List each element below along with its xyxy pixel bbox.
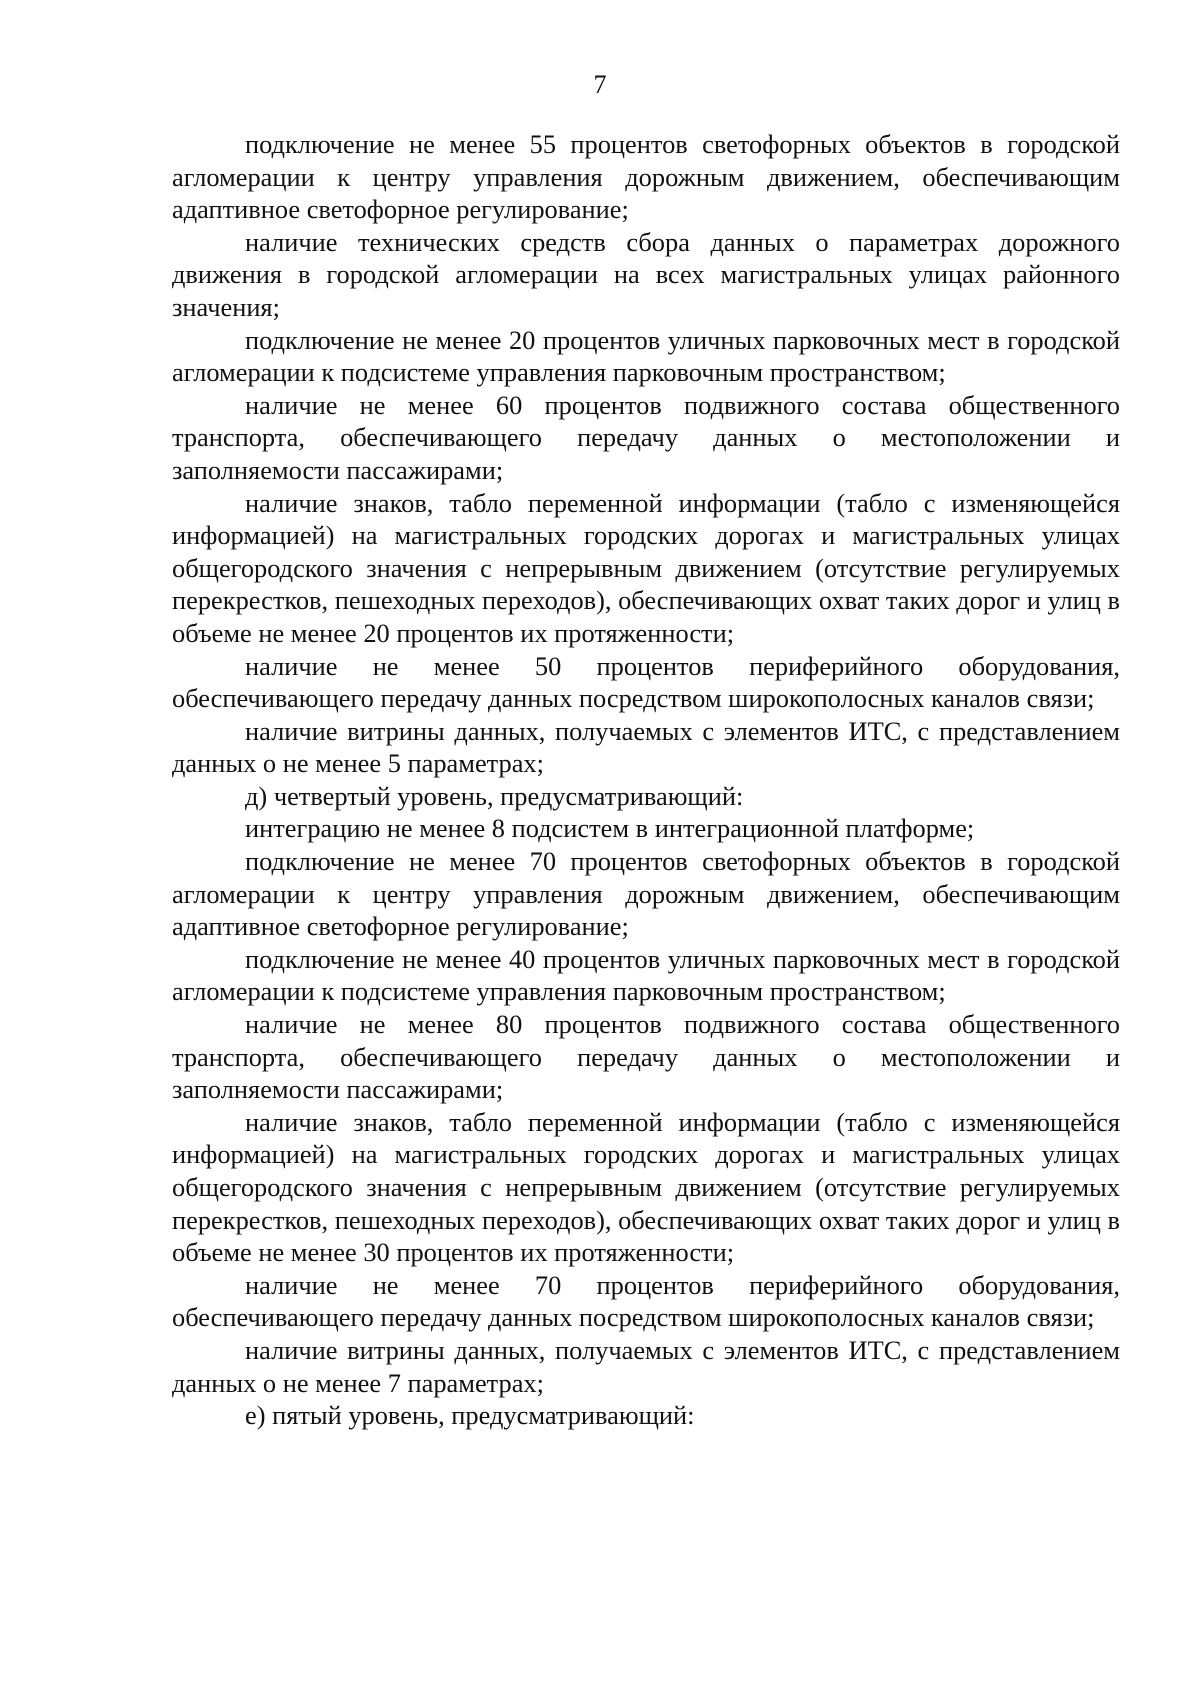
paragraph: наличие знаков, табло переменной информации (табло с изменяющейся информацией) на магистральных городских дорогах и магистральных улицах общегородского значения с непрерывным движением (отсутствие регулируемых перекрестков, пешеходных переходов), обеспечивающих охват таких дорог и улиц в объеме не менее 30 процентов их протяженности; [172,1106,1120,1268]
paragraph: наличие не менее 70 процентов периферийного оборудования, обеспечивающего передачу данных посредством широкополосных каналов связи; [172,1269,1120,1333]
document-body [172,128,1120,1432]
paragraph: интеграцию не менее 8 подсистем в интеграционной платформе; [245,813,975,844]
paragraph: наличие не менее 60 процентов подвижного состава общественного транспорта, обеспечивающего передачу данных о местоположении и заполняемости пассажирами; [172,389,1120,485]
paragraph: подключение не менее 70 процентов светофорных объектов в городской агломерации к центру управления дорожным движением, обеспечивающим адаптивное светофорное регулирование; [172,846,1120,942]
page-number: 7 [593,70,607,99]
paragraph: подключение не менее 55 процентов светофорных объектов в городской агломерации к центру управления дорожным движением, обеспечивающим адаптивное светофорное регулирование; [172,129,1120,225]
list-item-heading: д) четвертый уровень, предусматривающий: [245,780,744,811]
paragraph: наличие знаков, табло переменной информации (табло с изменяющейся информацией) на магистральных городских дорогах и магистральных улицах общегородского значения с непрерывным движением (отсутствие регулируемых перекрестков, пешеходных переходов), обеспечивающих охват таких дорог и улиц в объеме не менее 20 процентов их протяженности; [172,487,1120,648]
paragraph: наличие не менее 80 процентов подвижного состава общественного транспорта, обеспечивающего передачу данных о местоположении и заполняемости пассажирами; [172,1009,1120,1105]
paragraph: наличие технических средств сбора данных о параметрах дорожного движения в городской агломерации на всех магистральных улицах районного значения; [172,226,1120,322]
list-item-heading: е) пятый уровень, предусматривающий: [245,1400,695,1431]
paragraph: наличие витрины данных, получаемых с элементов ИТС, с представлением данных о не менее 5 параметрах; [172,715,1120,779]
paragraph: наличие не менее 50 процентов периферийного оборудования, обеспечивающего передачу данных посредством широкополосных каналов связи; [172,650,1120,714]
paragraph: подключение не менее 40 процентов уличных парковочных мест в городской агломерации к подсистеме управления парковочным пространством; [172,943,1120,1007]
paragraph: наличие витрины данных, получаемых с элементов ИТС, с представлением данных о не менее 7 параметрах; [172,1334,1120,1398]
paragraph: подключение не менее 20 процентов уличных парковочных мест в городской агломерации к подсистеме управления парковочным пространством; [172,324,1120,388]
